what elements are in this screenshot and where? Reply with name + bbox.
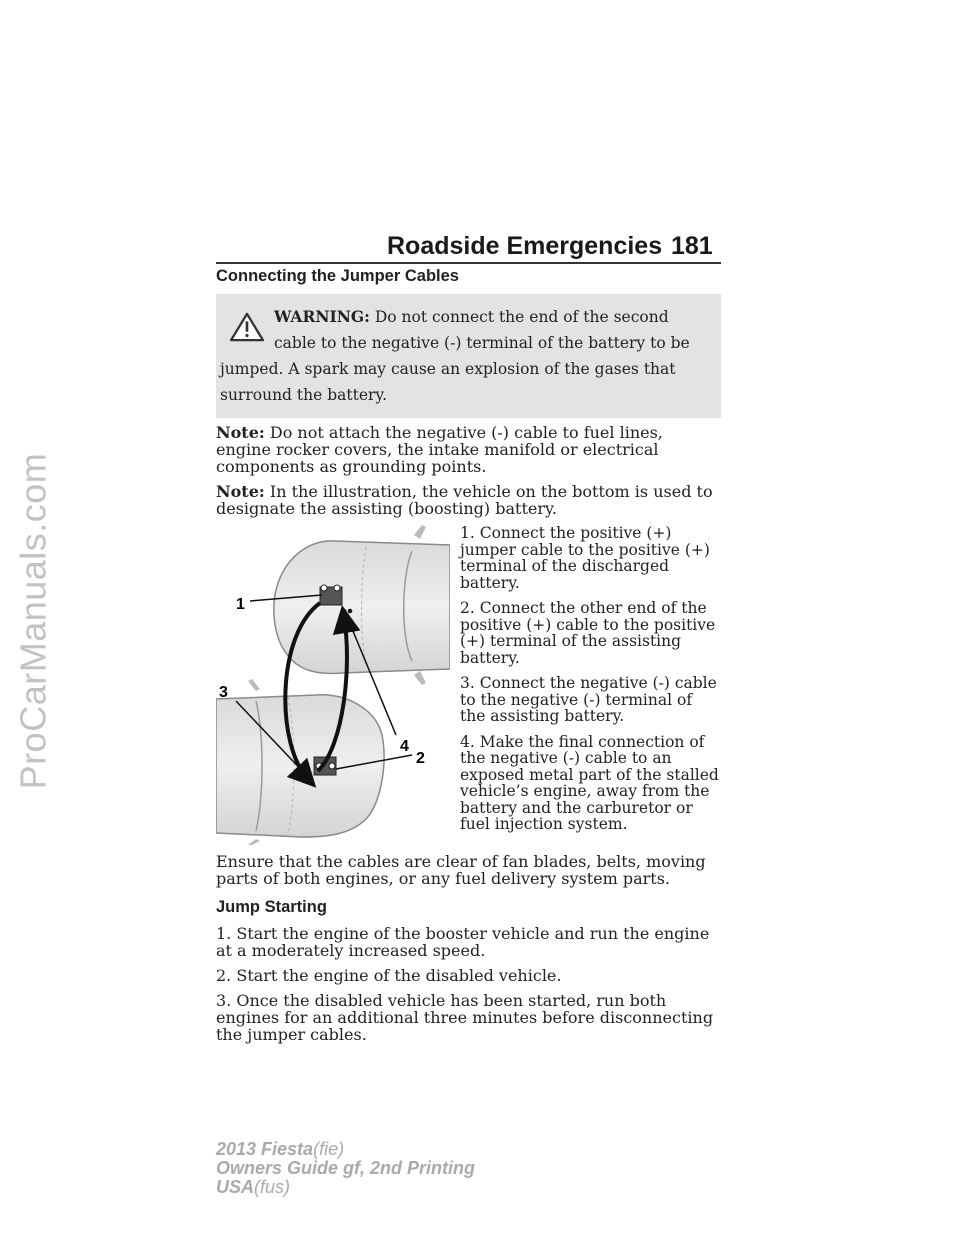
jump-step: 1. Start the engine of the booster vehicle and run the engine at a moderately increased speed. (216, 924, 710, 960)
footer-model: 2013 Fiesta (216, 1139, 314, 1159)
step-item: 2. Connect the other end of the positive (+) cable to the positive (+) terminal of the assisting battery. (460, 599, 716, 667)
note-text: Do not attach the negative (-) cable to fuel lines, engine rocker covers, the intake manifold or electrical components as grounding points. (216, 423, 663, 476)
footer-guide: Owners Guide gf, 2nd Printing (216, 1158, 476, 1178)
jump-step: 3. Once the disabled vehicle has been started, run both engines for an additional three minutes before disconnecting the jumper cables. (216, 991, 714, 1044)
callout-1: 1 (236, 596, 245, 613)
watermark (8, 0, 58, 1242)
assisting-vehicle (216, 679, 384, 845)
step-item: 4. Make the final connection of the negative (-) cable to an exposed metal part of the stalled vehicle’s engine, away from the battery and the carburetor or fuel injection system. (460, 732, 719, 833)
connecting-heading: Connecting the Jumper Cables (216, 267, 459, 285)
callout-4: 4 (400, 738, 409, 755)
clearance-paragraph: Ensure that the cables are clear of fan blades, belts, moving parts of both engines, or any fuel delivery system parts. (216, 852, 706, 888)
page-number: 181 (671, 232, 713, 260)
footer-market: USA (216, 1177, 255, 1197)
step-item: 1. Connect the positive (+) jumper cable to the positive (+) terminal of the discharged battery. (460, 524, 710, 592)
footer-market-code: (fus) (254, 1177, 291, 1197)
warning-triangle-icon (228, 312, 266, 342)
warning-label: WARNING: (274, 307, 370, 326)
note-label: Note: (216, 423, 265, 442)
note-paragraph (216, 483, 721, 517)
section-title: Roadside Emergencies (387, 232, 663, 260)
page-content (216, 268, 721, 1051)
jump-step: 2. Start the engine of the disabled vehicle. (216, 966, 562, 985)
header-rule (216, 262, 721, 264)
warning-box (216, 294, 721, 418)
callout-2: 2 (416, 750, 425, 767)
warning-text: Do not connect the end of the second cable to the negative (-) terminal of the battery to be jumped. A spark may cause an explosion of the gases that surround the battery. (220, 308, 690, 404)
footer-model-code: (fie) (313, 1139, 345, 1159)
callout-3: 3 (219, 684, 228, 701)
note-paragraph (216, 424, 721, 475)
connection-steps (460, 525, 721, 845)
figure-and-steps (216, 525, 721, 845)
note-text: In the illustration, the vehicle on the bottom is used to designate the assisting (boosting) battery. (216, 482, 713, 518)
step-item: 3. Connect the negative (-) cable to the negative (-) terminal of the assisting battery. (460, 674, 717, 725)
jump-starting-heading: Jump Starting (216, 898, 327, 916)
watermark-text: ProCarManuals.com (12, 452, 53, 790)
jumper-cable-illustration (216, 525, 450, 845)
note-label: Note: (216, 482, 265, 501)
discharged-vehicle (274, 525, 450, 685)
document-footer (216, 1140, 475, 1197)
